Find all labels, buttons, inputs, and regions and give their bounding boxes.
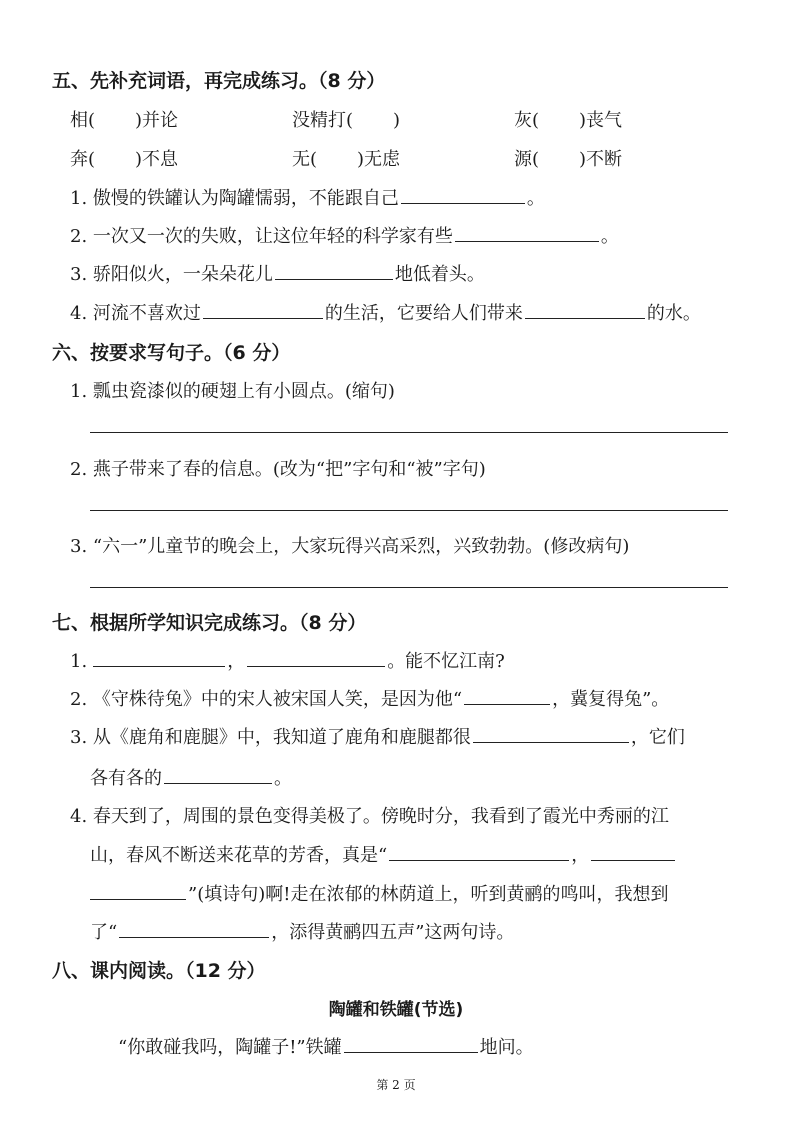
answer-line[interactable] [90,587,728,588]
answer-blank[interactable] [164,765,272,784]
answer-blank[interactable] [93,648,225,667]
word-fill-1: 相( )并论 [70,110,179,131]
answer-blank[interactable] [401,185,525,204]
sec7-question-4-line-3: ”(填诗句)啊!走在浓郁的林荫道上，听到黄鹂的鸣叫，我想到 [90,880,668,906]
sec7-question-4-line-1: 4. 春天到了，周围的景色变得美极了。傍晚时分，我看到了霞光中秀丽的江 [70,806,669,827]
sec5-question-2: 2. 一次又一次的失败，让这位年轻的科学家有些 。 [70,222,619,248]
answer-blank[interactable] [464,686,550,705]
sec7-question-4-line-2: 山，春风不断送来花草的芳香，真是“ ， [90,841,677,867]
answer-blank[interactable] [473,724,629,743]
sec5-question-3: 3. 骄阳似火，一朵朵花儿 地低着头。 [70,260,485,286]
word-fill-4: 奔( )不息 [70,149,179,170]
sec6-question-1: 1. 瓢虫瓷漆似的硬翅上有小圆点。(缩句) [70,381,395,402]
answer-line[interactable] [90,432,728,433]
sec7-question-2: 2. 《守株待兔》中的宋人被宋国人笑，是因为他“ ，冀复得兔”。 [70,685,669,711]
sec7-question-3-line-2: 各有各的 。 [90,764,292,790]
sec7-question-3: 3. 从《鹿角和鹿腿》中，我知道了鹿角和鹿腿都很 ，它们 [70,723,685,749]
section-6-heading: 六、按要求写句子。（6 分） [52,342,291,364]
sec5-question-4: 4. 河流不喜欢过 的生活，它要给人们带来 的水。 [70,299,701,325]
answer-blank[interactable] [344,1034,478,1053]
answer-blank[interactable] [119,919,269,938]
word-fill-3: 灰( )丧气 [514,110,623,131]
sec5-question-1: 1. 傲慢的铁罐认为陶罐懦弱，不能跟自己 。 [70,184,545,210]
section-7-heading: 七、根据所学知识完成练习。（8 分） [52,612,367,634]
word-fill-2: 没精打( ) [292,110,401,131]
section-5-heading: 五、先补充词语，再完成练习。（8 分） [52,70,386,92]
answer-blank[interactable] [90,881,186,900]
answer-blank[interactable] [203,300,323,319]
answer-blank[interactable] [247,648,385,667]
answer-line[interactable] [90,510,728,511]
sec7-question-1: 1. ， 。能不忆江南? [70,647,505,673]
answer-blank[interactable] [389,842,569,861]
answer-blank[interactable] [591,842,675,861]
page-number: 第 2 页 [376,1078,416,1092]
sec7-question-4-line-4: 了“ ，添得黄鹂四五声”这两句诗。 [90,918,514,944]
answer-blank[interactable] [525,300,645,319]
answer-blank[interactable] [275,261,393,280]
section-8-heading: 八、课内阅读。（12 分） [52,960,266,982]
sec6-question-3: 3. “六一”儿童节的晚会上，大家玩得兴高采烈，兴致勃勃。(修改病句) [70,536,630,557]
word-fill-6: 源( )不断 [514,149,623,170]
passage-title: 陶罐和铁罐(节选) [328,1000,464,1020]
passage-line-1: “你敢碰我吗，陶罐子!”铁罐 地问。 [118,1033,534,1059]
sec6-question-2: 2. 燕子带来了春的信息。(改为“把”字句和“被”字句) [70,459,486,480]
answer-blank[interactable] [455,223,599,242]
word-fill-5: 无( )无虑 [292,149,401,170]
